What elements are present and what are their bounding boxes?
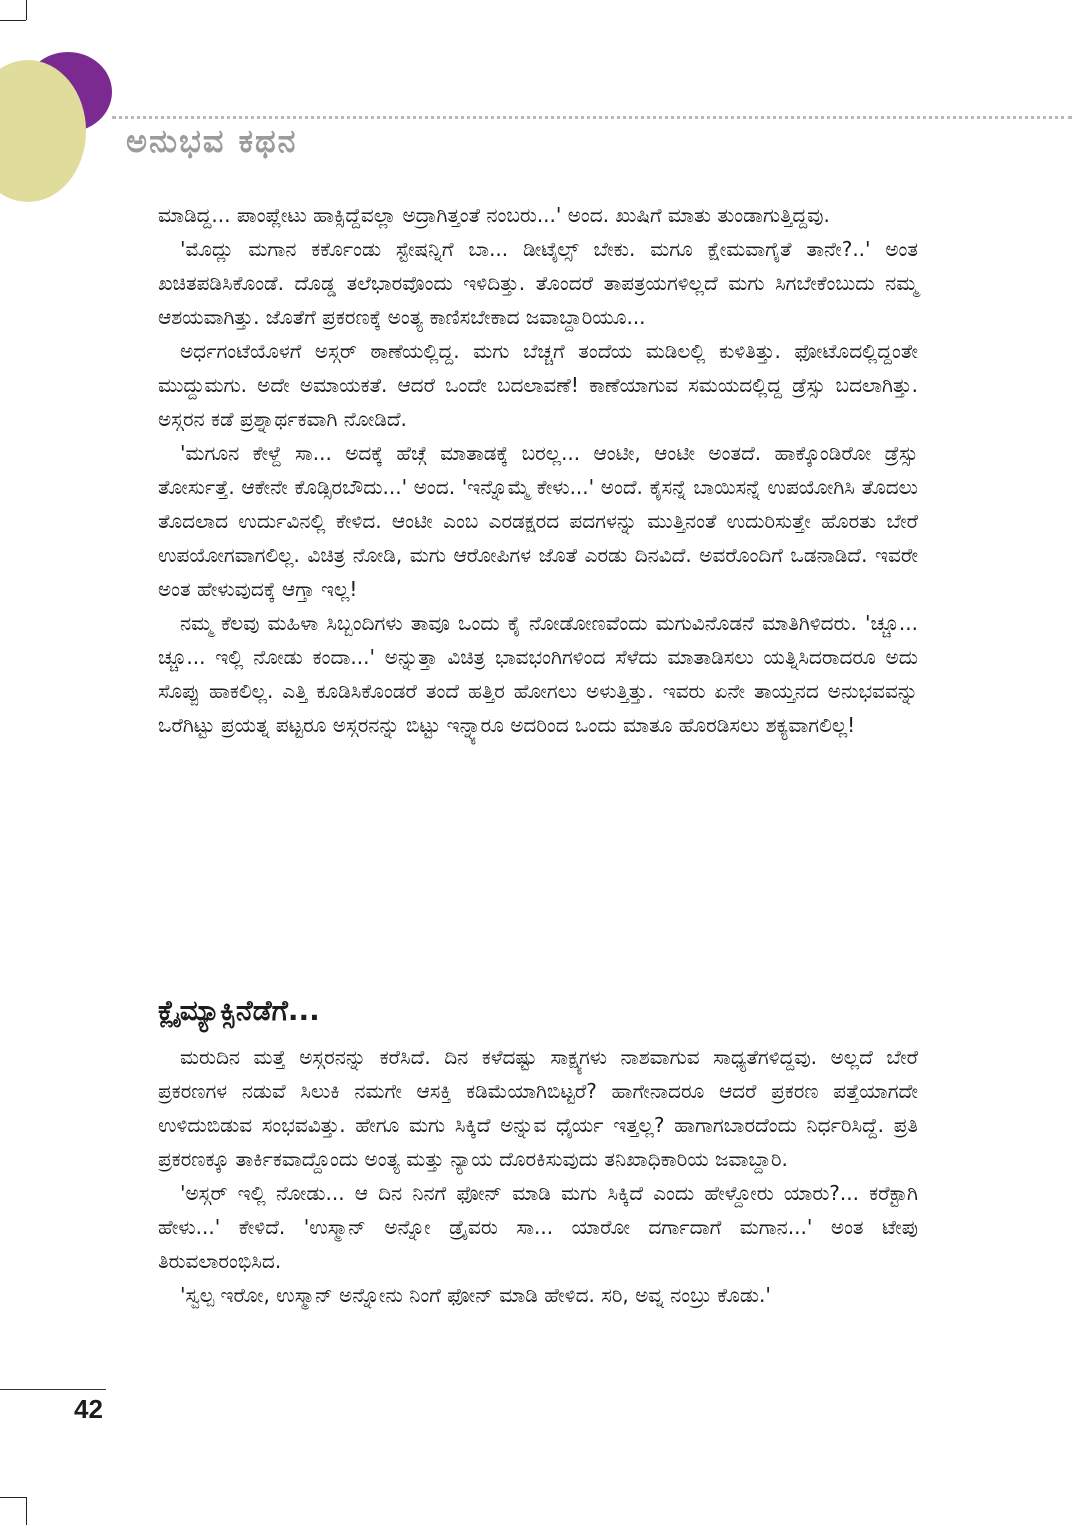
paragraph: 'ಮಗೂನ ಕೇಳ್ದೆ ಸಾ... ಅದಕ್ಕೆ ಹೆಚ್ಗೆ ಮಾತಾಡಕ್ಕೆ ಬರಲ್ಲ... ಆಂಟೀ, ಆಂಟೀ ಅಂತದೆ. ಹಾಕ್ಕೊಂಡಿರೋ ಡ್ರೆಸ್ಸು ತೋರ್ಸುತ್ತೆ. ಆಕೇನೇ ಕೊಡ್ಸಿರಬೌದು...' ಅಂದ. 'ಇನ್ನೊಮ್ಮೆ ಕೇಳು...' ಅಂದೆ. ಕೈಸನ್ನೆ ಬಾಯಿಸನ್ನೆ ಉಪಯೋಗಿಸಿ ತೊದಲು ತೊದಲಾದ ಉರ್ದುವಿನಲ್ಲಿ ಕೇಳಿದ. ಆಂಟೀ ಎಂಬ ಎರಡಕ್ಷರದ ಪದಗಳನ್ನು ಮುತ್ತಿನಂತೆ ಉದುರಿಸುತ್ತೇ ಹೊರತು ಬೇರೆ ಉಪಯೋಗವಾಗಲಿಲ್ಲ. ವಿಚಿತ್ರ ನೋಡಿ, ಮಗು ಆರೋಪಿಗಳ ಜೊತೆ ಎರಡು ದಿನವಿದೆ. ಅವರೊಂದಿಗೆ ಒಡನಾಡಿದೆ. ಇವರೇ ಅಂತ ಹೇಳುವುದಕ್ಕೆ ಆಗ್ತಾ ಇಲ್ಲ!: [158, 441, 918, 601]
paragraph: 'ಮೊದ್ಲು ಮಗಾನ ಕರ್ಕೊಂಡು ಸ್ಟೇಷನ್ನಿಗೆ ಬಾ... ಡೀಟೈಲ್ಸ್ ಬೇಕು. ಮಗೂ ಕ್ಷೇಮವಾಗೈತೆ ತಾನೇ?..' ಅಂತ ಖಚಿತಪಡಿಸಿಕೊಂಡೆ. ದೊಡ್ಡ ತಲೆಭಾರವೊಂದು ಇಳಿದಿತ್ತು. ತೊಂದರೆ ತಾಪತ್ರಯಗಳಿಲ್ಲದೆ ಮಗು ಸಿಗಬೇಕೆಂಬುದು ನಮ್ಮ ಆಶಯವಾಗಿತ್ತು. ಜೊತೆಗೆ ಪ್ರಕರಣಕ್ಕೆ ಅಂತ್ಯ ಕಾಣಿಸಬೇಕಾದ ಜವಾಬ್ದಾರಿಯೂ...: [158, 237, 918, 329]
section-title: ಅನುಭವ ಕಥನ: [126, 122, 298, 160]
page-number: 42: [74, 1394, 103, 1424]
paragraph: ಅರ್ಧಗಂಟೆಯೊಳಗೆ ಅಸ್ಗರ್ ಠಾಣೆಯಲ್ಲಿದ್ದ. ಮಗು ಬೆಚ್ಚಗೆ ತಂದೆಯ ಮಡಿಲಲ್ಲಿ ಕುಳಿತಿತ್ತು. ಫೋಟೊದಲ್ಲಿದ್ದಂತೇ ಮುದ್ದುಮಗು. ಅದೇ ಅಮಾಯಕತೆ. ಆದರೆ ಒಂದೇ ಬದಲಾವಣೆ! ಕಾಣೆಯಾಗುವ ಸಮಯದಲ್ಲಿದ್ದ ಡ್ರೆಸ್ಸು ಬದಲಾಗಿತ್ತು. ಅಸ್ಗರನ ಕಡೆ ಪ್ರಶ್ನಾರ್ಥಕವಾಗಿ ನೋಡಿದೆ.: [158, 339, 918, 431]
article-body-continued: [158, 1040, 918, 1312]
paragraph: ಮರುದಿನ ಮತ್ತೆ ಅಸ್ಗರನನ್ನು ಕರೆಸಿದೆ. ದಿನ ಕಳೆದಷ್ಟು ಸಾಕ್ಷ್ಯಗಳು ನಾಶವಾಗುವ ಸಾಧ್ಯತೆಗಳಿದ್ದವು. ಅಲ್ಲದೆ ಬೇರೆ ಪ್ರಕರಣಗಳ ನಡುವೆ ಸಿಲುಕಿ ನಮಗೇ ಆಸಕ್ತಿ ಕಡಿಮೆಯಾಗಿಬಿಟ್ಟರೆ? ಹಾಗೇನಾದರೂ ಆದರೆ ಪ್ರಕರಣ ಪತ್ತೆಯಾಗದೇ ಉಳಿದುಬಿಡುವ ಸಂಭವವಿತ್ತು. ಹೇಗೂ ಮಗು ಸಿಕ್ಕಿದೆ ಅನ್ನುವ ಧೈರ್ಯ ಇತ್ತಲ್ಲ? ಹಾಗಾಗಬಾರದೆಂದು ನಿರ್ಧರಿಸಿದ್ದೆ. ಪ್ರತಿ ಪ್ರಕರಣಕ್ಕೂ ತಾರ್ಕಿಕವಾದ್ದೊಂದು ಅಂತ್ಯ ಮತ್ತು ನ್ಯಾಯ ದೊರಕಿಸುವುದು ತನಿಖಾಧಿಕಾರಿಯ ಜವಾಬ್ದಾರಿ.: [158, 1045, 918, 1171]
paragraph: ನಮ್ಮ ಕೆಲವು ಮಹಿಳಾ ಸಿಬ್ಬಂದಿಗಳು ತಾವೂ ಒಂದು ಕೈ ನೋಡೋಣವೆಂದು ಮಗುವಿನೊಡನೆ ಮಾತಿಗಿಳಿದರು. 'ಚ್ಚೂ... ಚ್ಚೂ... ಇಲ್ಲಿ ನೋಡು ಕಂದಾ...' ಅನ್ನುತ್ತಾ ವಿಚಿತ್ರ ಭಾವಭಂಗಿಗಳಿಂದ ಸೆಳೆದು ಮಾತಾಡಿಸಲು ಯತ್ನಿಸಿದರಾದರೂ ಅದು ಸೊಪ್ಪು ಹಾಕಲಿಲ್ಲ. ಎತ್ತಿ ಕೂಡಿಸಿಕೊಂಡರೆ ತಂದೆ ಹತ್ತಿರ ಹೋಗಲು ಅಳುತ್ತಿತ್ತು. ಇವರು ಏನೇ ತಾಯ್ತನದ ಅನುಭವವನ್ನು ಒರೆಗಿಟ್ಟು ಪ್ರಯತ್ನ ಪಟ್ಟರೂ ಅಸ್ಗರನನ್ನು ಬಿಟ್ಟು ಇನ್ನ್ಯಾರೂ ಅದರಿಂದ ಒಂದು ಮಾತೂ ಹೊರಡಿಸಲು ಶಕ್ಯವಾಗಲಿಲ್ಲ!: [158, 611, 918, 737]
footer-rule: [0, 1389, 106, 1390]
article-body: [158, 198, 918, 742]
crop-mark: [26, 1497, 27, 1525]
crop-mark: [26, 0, 27, 20]
paragraph: 'ಸ್ವಲ್ಪ ಇರೋ, ಉಸ್ಮಾನ್ ಅನ್ನೋನು ನಿಂಗೆ ಫೋನ್ ಮಾಡಿ ಹೇಳಿದ. ಸರಿ, ಅವ್ನ ನಂಬ್ರು ಕೊಡು.': [180, 1283, 771, 1307]
crop-mark: [0, 1497, 26, 1498]
paragraph: ಮಾಡಿದ್ದ... ಪಾಂಪ್ಲೇಟು ಹಾಕ್ಸಿದ್ದೆವಲ್ಲಾ ಅದ್ರಾಗಿತ್ತಂತೆ ನಂಬರು...' ಅಂದ. ಖುಷಿಗೆ ಮಾತು ತುಂಡಾಗುತ್ತಿದ್ದವು.: [158, 203, 830, 227]
paragraph: 'ಅಸ್ಗರ್ ಇಲ್ಲಿ ನೋಡು... ಆ ದಿನ ನಿನಗೆ ಫೋನ್ ಮಾಡಿ ಮಗು ಸಿಕ್ಕಿದೆ ಎಂದು ಹೇಳ್ದೋರು ಯಾರು?... ಕರೆಕ್ಟಾಗಿ ಹೇಳು...' ಕೇಳಿದೆ. 'ಉಸ್ಮಾನ್ ಅನ್ನೋ ಡ್ರೈವರು ಸಾ... ಯಾರೋ ದರ್ಗಾದಾಗೆ ಮಗಾನ...' ಅಂತ ಟೇಪು ತಿರುವಲಾರಂಭಿಸಿದ.: [158, 1181, 918, 1273]
header-dotted-rule: [112, 116, 1072, 119]
subheading: ಕ್ಲೈಮ್ಯಾಕ್ಸಿನೆಡೆಗೆ...: [158, 994, 320, 1027]
crop-mark: [0, 20, 26, 21]
